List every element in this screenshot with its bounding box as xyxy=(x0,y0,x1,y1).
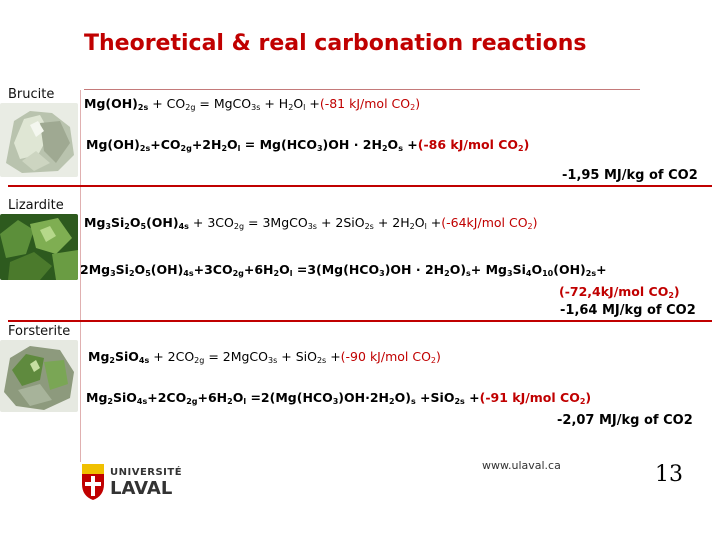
page-number: 13 xyxy=(655,462,683,487)
footer-url[interactable]: www.ulaval.ca xyxy=(482,459,561,472)
logo-text-universite: UNIVERSITÉ xyxy=(110,467,183,478)
reaction-lizardite-real: $2Mg_3Si_2O_5(OH)_{4s}+3CO_{2g}+6H_2O_l =3(Mg(HCO_3)OH \cdot 2H_2O)_s+ Mg_3Si_4O_{10}(OH)_{2s}+$ xyxy=(80,262,607,278)
reaction-lizardite-real-energy: (-72,4kJ/mol $CO_2$) xyxy=(559,284,680,300)
section-separator xyxy=(8,185,712,187)
mineral-label-forsterite: Forsterite xyxy=(8,324,71,339)
reaction-brucite-theoretical: $Mg(OH)_{2s} + CO_{2g}$ = MgCO$_{3s}$ + $H_2O_l +(-81$ kJ/mol $CO_2$) xyxy=(84,96,421,112)
forsterite-image xyxy=(0,340,78,412)
reaction-forsterite-real: $Mg_2SiO_{4s}+2CO_{2g}+6H_2O_l =2(Mg(HCO_3)OH\cdot 2H_2O)_s +SiO_{2s} +(-91$ kJ/mol $CO_2$) xyxy=(86,390,592,406)
section-separator xyxy=(8,320,712,322)
universite-laval-logo xyxy=(80,462,190,506)
lizardite-image xyxy=(0,214,78,280)
slide-title: Theoretical & real carbonation reactions xyxy=(84,31,587,56)
brucite-image xyxy=(0,103,78,177)
total-energy-forsterite: -2,07 MJ/kg of CO2 xyxy=(557,413,693,428)
reaction-lizardite-theoretical: $Mg_3Si_2O_5(OH)_{4s} + 3CO_{2g}$ = 3MgCO$_{3s}$ + $2SiO_{2s} + 2H_2O_l +(-64kJ/mol$ $CO_2$) xyxy=(84,215,538,231)
total-energy-lizardite: -1,64 MJ/kg of CO2 xyxy=(560,303,696,318)
reaction-brucite-real: $Mg(OH)_{2s}+CO_{2g}+2H_2O_l = Mg(HCO_3)OH \cdot 2H_2O_s +(-86$ kJ/mol $CO_2$) xyxy=(86,137,530,153)
reaction-forsterite-theoretical: $Mg_2SiO_{4s} + 2CO_{2g}$ = 2MgCO$_{3s}$ + SiO$_{2s}$ +(-90 kJ/mol $CO_2$) xyxy=(88,349,441,365)
mineral-label-lizardite: Lizardite xyxy=(8,198,64,213)
logo-text-laval: LAVAL xyxy=(110,478,173,499)
title-underline xyxy=(84,89,640,90)
total-energy-brucite: -1,95 MJ/kg of CO2 xyxy=(562,168,698,183)
mineral-label-brucite: Brucite xyxy=(8,87,55,102)
